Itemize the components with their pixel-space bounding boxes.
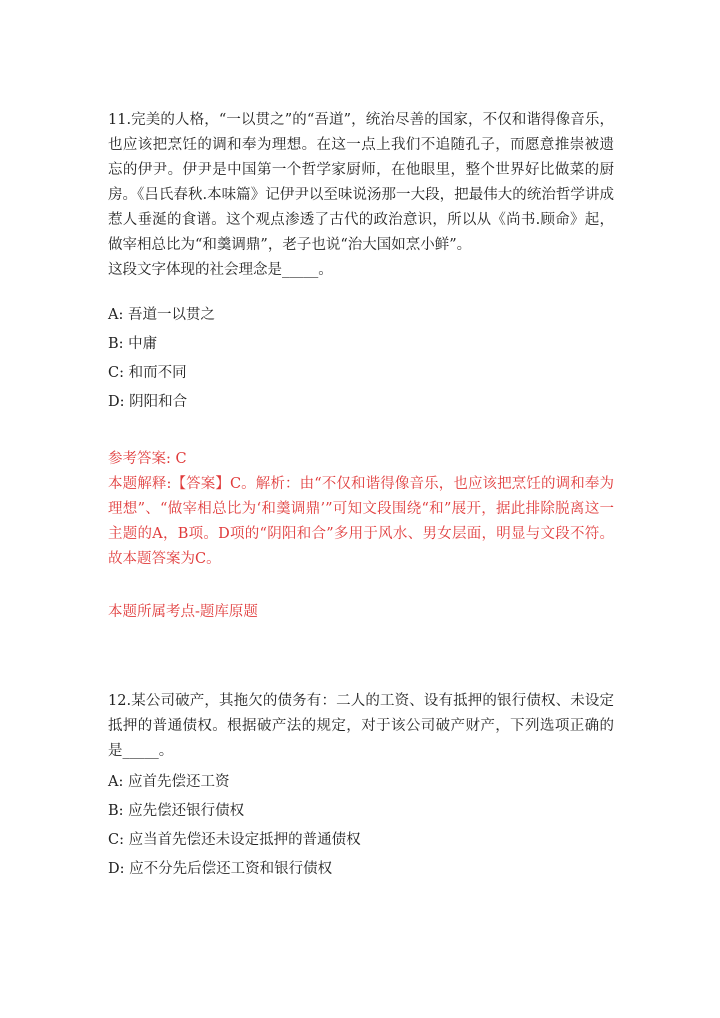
question-11-option-a: A: 吾道一以贯之 [108, 307, 215, 323]
question-12 [108, 689, 614, 886]
question-12-stem: 12.某公司破产，其拖欠的债务有：二人的工资、设有抵押的银行债权、未设定抵押的普通债权。根据破产法的规定，对于该公司破产财产，下列选项正确的是_____。 [108, 693, 614, 759]
question-12-option-a: A: 应首先偿还工资 [108, 774, 230, 790]
question-11 [108, 108, 614, 625]
document-page [108, 108, 614, 886]
question-11-option-b: B: 中庸 [108, 336, 158, 352]
question-12-option-b: B: 应先偿还银行债权 [108, 803, 245, 819]
question-11-explanation: 本题解释:【答案】C。解析：由“不仅和谐得像音乐，也应该把烹饪的调和奉为理想”、“做宰相总比为‘和羹调鼎’”可知文段围绕“和”展开，据此排除脱离这一主题的A，B项。D项的“阴阳和合”多用于风水、男女层面，明显与文段不符。故本题答案为C。 [108, 476, 614, 567]
question-11-prompt: 这段文字体现的社会理念是_____。 [108, 262, 333, 278]
question-11-option-d: D: 阴阳和合 [108, 394, 188, 410]
question-12-option-d: D: 应不分先后偿还工资和银行债权 [108, 861, 333, 877]
question-11-stem: 11.完美的人格，“一以贯之”的“吾道”，统治尽善的国家，不仅和谐得像音乐，也应该把烹饪的调和奉为理想。在这一点上我们不追随孔子，而愿意推崇被遗忘的伊尹。伊尹是中国第一个哲学家厨师，在他眼里，整个世界好比做菜的厨房。《吕氏春秋.本味篇》记伊尹以至味说汤那一大段，把最伟大的统治哲学讲成惹人垂涎的食谱。这个观点渗透了古代的政治意识，所以从《尚书.顾命》起，做宰相总比为“和羹调鼎”，老子也说“治大国如烹小鲜”。 [108, 112, 614, 253]
question-11-topic: 本题所属考点-题库原题 [108, 604, 258, 620]
question-11-answer: 参考答案: C [108, 451, 187, 467]
question-11-option-c: C: 和而不同 [108, 365, 187, 381]
question-12-option-c: C: 应当首先偿还未设定抵押的普通债权 [108, 832, 361, 848]
